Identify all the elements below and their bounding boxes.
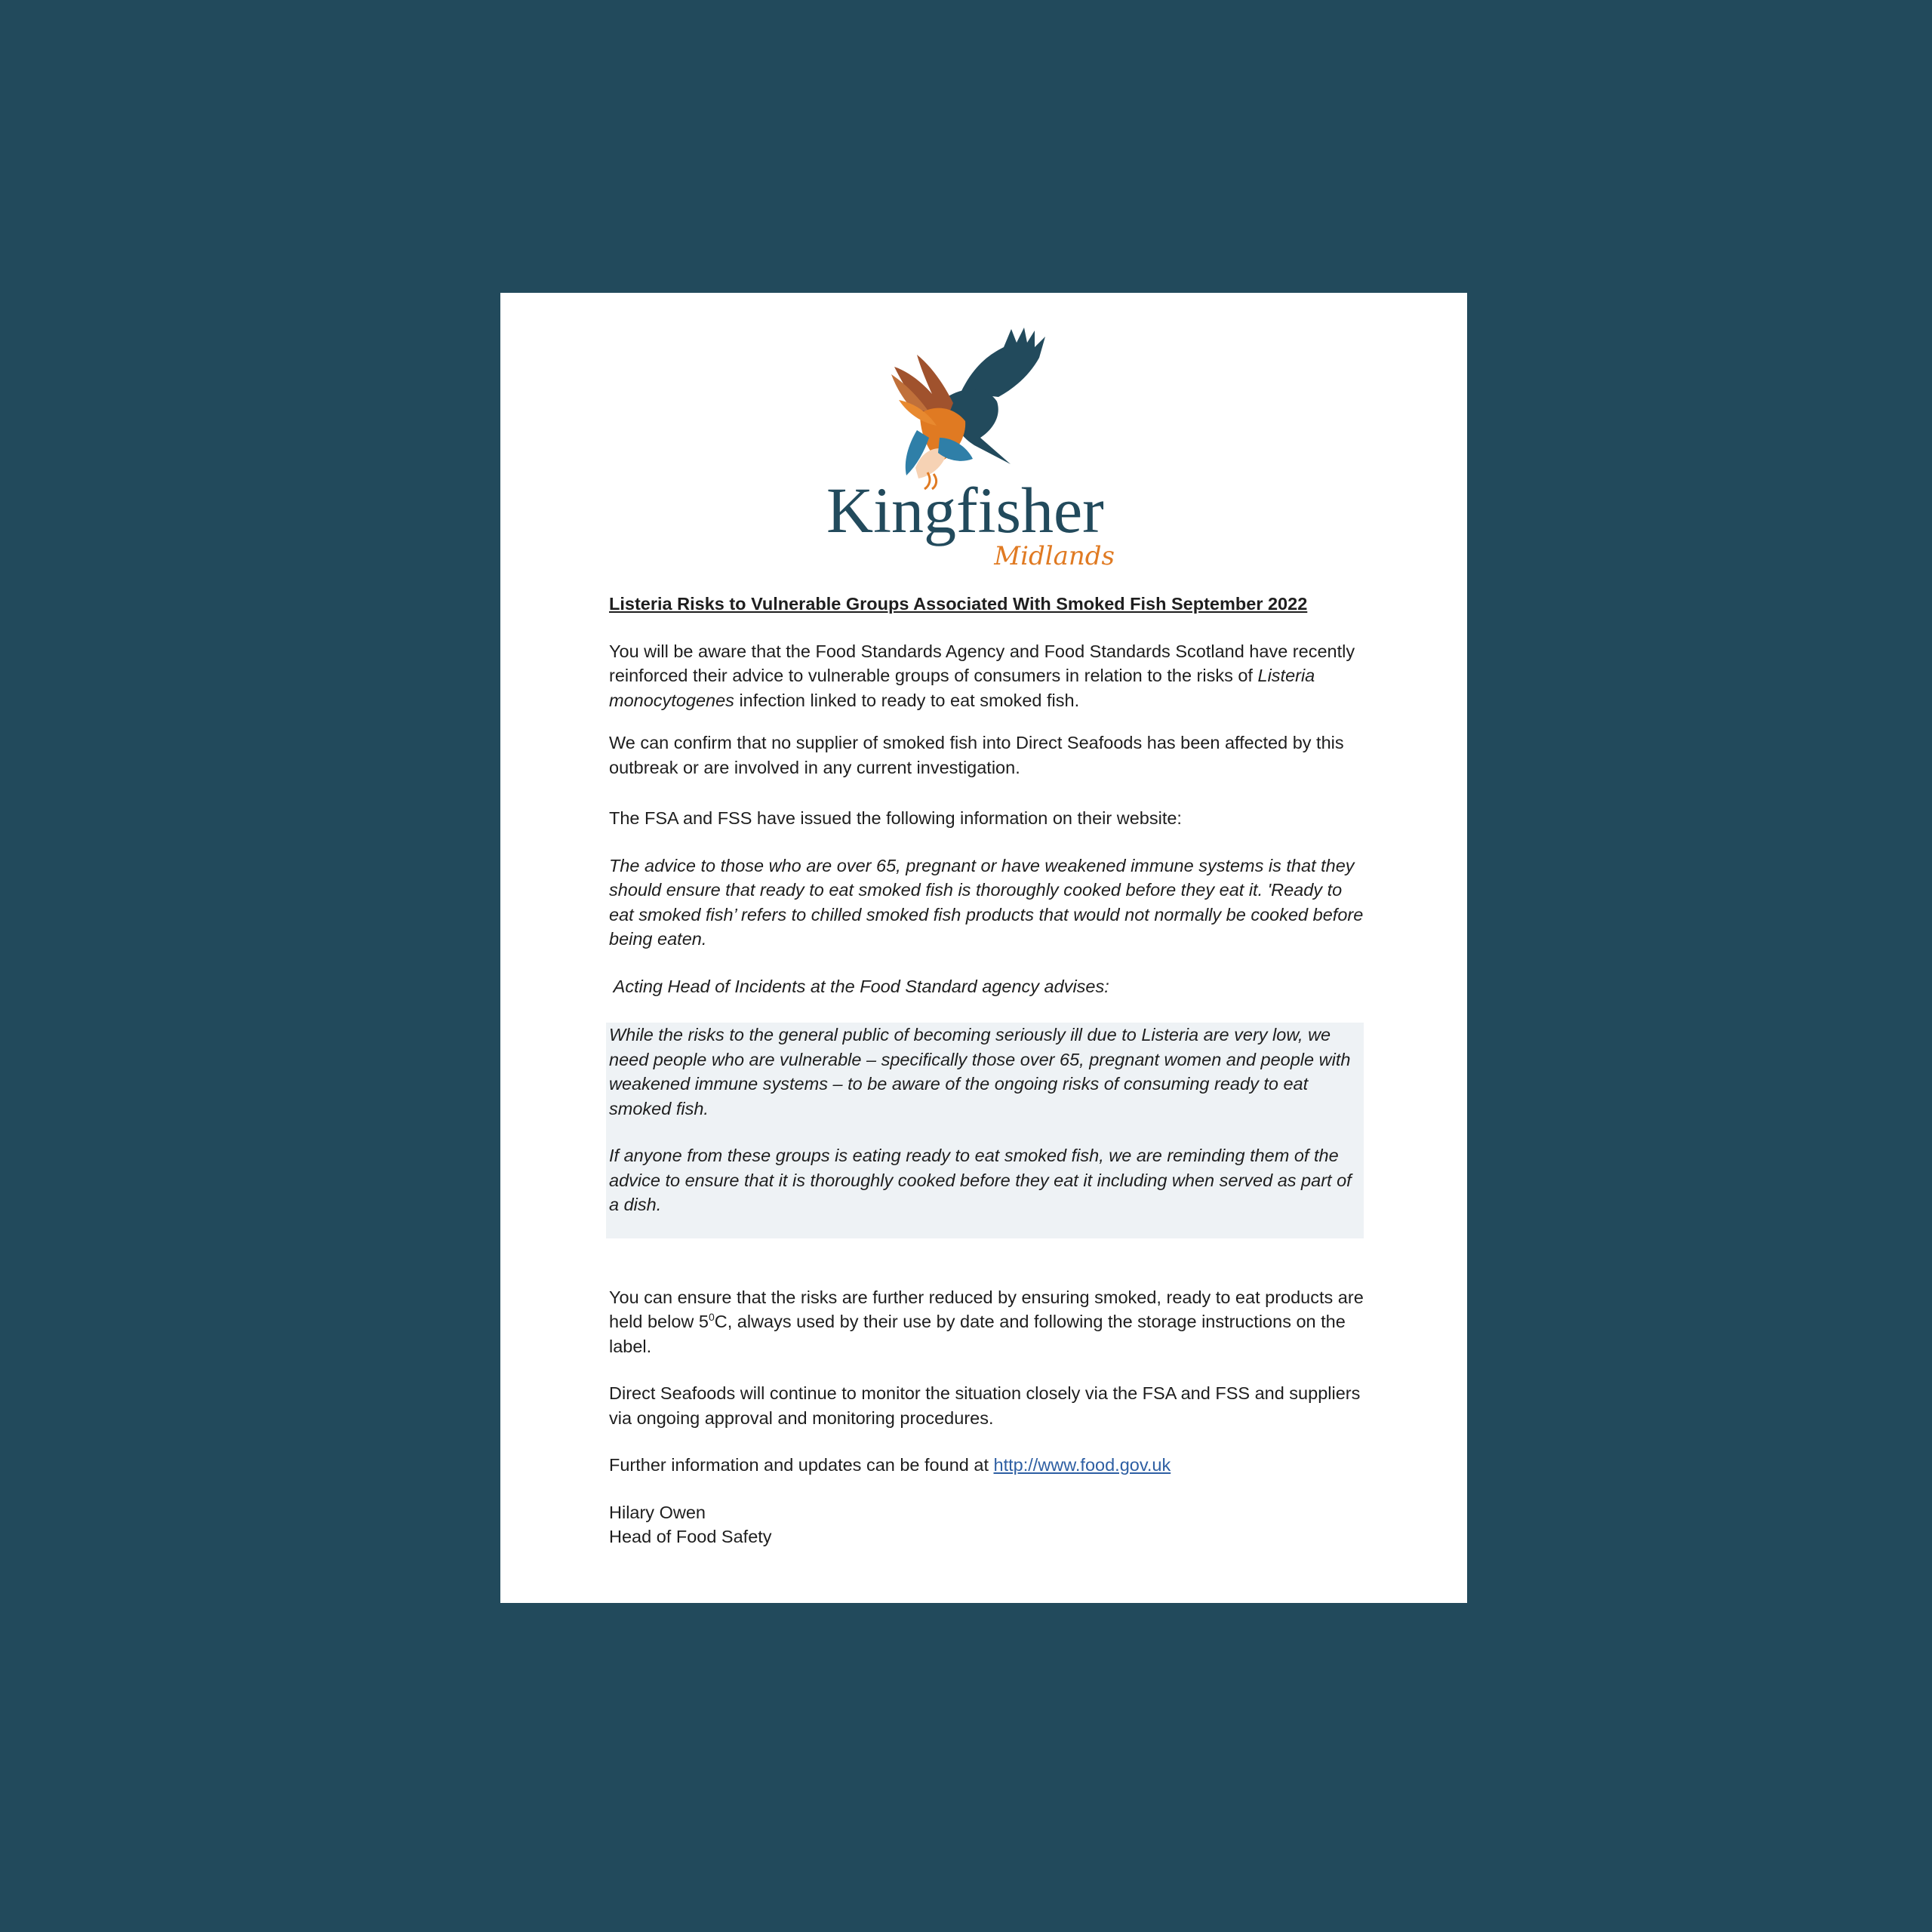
food-gov-link[interactable]: http://www.food.gov.uk (993, 1455, 1171, 1475)
logo-region: Midlands (994, 541, 1115, 566)
signature-role: Head of Food Safety (609, 1527, 772, 1546)
letter-page (500, 293, 1467, 1603)
intro-text-start: You will be aware that the Food Standards Agency and Food Standards Scotland have recently reinforced their advice to vulnerable groups of consumers in relation to the risks of (609, 641, 1355, 685)
advice-paragraph: The advice to those who are over 65, pregnant or have weakened immune systems is that they should ensure that ready to eat smoked fish is thoroughly cooked before they eat it. 'Ready to eat smoked fish’ refers to chilled smoked fish products that would not normally be cooked before being eaten. (609, 855, 1364, 949)
further-paragraph (609, 1453, 1364, 1478)
intro-species: Listeria monocytogenes (609, 666, 1315, 710)
storage-text-start: You can ensure that the risks are further reduced by ensuring smoked, ready to eat products are held below 5 (609, 1287, 1364, 1331)
storage-degree: 0 (708, 1311, 715, 1323)
further-text: Further information and updates can be found at (609, 1455, 994, 1475)
issued-paragraph: The FSA and FSS have issued the following information on their website: (609, 808, 1182, 828)
monitor-paragraph: Direct Seafoods will continue to monitor the situation closely via the FSA and FSS and suppliers via ongoing approval and monitoring procedures. (609, 1383, 1361, 1428)
storage-text-end: C, always used by their use by date and following the storage instructions on the label. (609, 1312, 1346, 1356)
logo-wordmark: Kingfisher (826, 474, 1104, 546)
acting-head-line: Acting Head of Incidents at the Food Standard agency advises: (609, 976, 1109, 996)
letter-body (609, 592, 1364, 1549)
kingfisher-bird-icon (826, 325, 1128, 566)
kingfisher-midlands-logo (826, 325, 1128, 566)
confirm-paragraph: We can confirm that no supplier of smoked fish into Direct Seafoods has been affected by this outbreak or are involved in any current investigation. (609, 733, 1344, 777)
quote-box (606, 1023, 1364, 1238)
quote-paragraph-1: While the risks to the general public of becoming seriously ill due to Listeria are very low, we need people who are vulnerable – specifically those over 65, pregnant women and people with weakened immune systems – to be aware of the ongoing risks of consuming ready to eat smoked fish. (609, 1025, 1351, 1118)
storage-paragraph (609, 1285, 1364, 1359)
quote-paragraph-2: If anyone from these groups is eating ready to eat smoked fish, we are reminding them of the advice to ensure that it is thoroughly cooked before they eat it including when served as part of a dish. (609, 1146, 1352, 1214)
signature-name: Hilary Owen (609, 1502, 706, 1522)
letter-title: Listeria Risks to Vulnerable Groups Associated With Smoked Fish September 2022 (609, 594, 1308, 614)
intro-paragraph (609, 639, 1364, 713)
intro-text-end: infection linked to ready to eat smoked fish. (734, 690, 1080, 710)
